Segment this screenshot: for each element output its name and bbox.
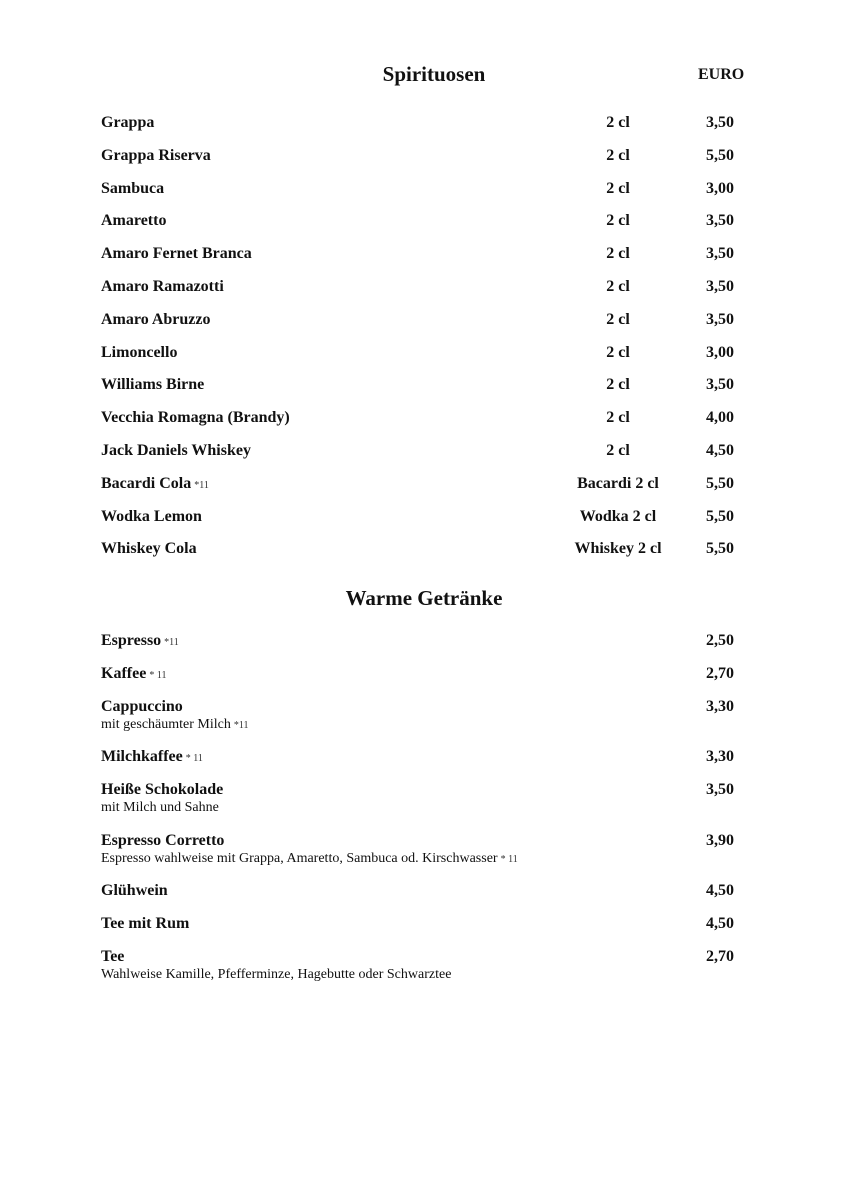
warm-drink-price: 2,70 bbox=[706, 948, 734, 965]
spirit-row bbox=[0, 278, 848, 311]
spirit-volume: 2 cl bbox=[606, 310, 630, 328]
warm-drink-name: Cappuccino bbox=[101, 697, 183, 715]
spirit-name-text: Grappa bbox=[101, 114, 155, 131]
spirit-volume: 2 cl bbox=[606, 409, 630, 427]
spirit-volume: 2 cl bbox=[606, 277, 630, 295]
spirit-name bbox=[101, 540, 197, 558]
warm-drink-row bbox=[0, 698, 848, 749]
spirit-price: 5,50 bbox=[706, 146, 734, 164]
warm-drink-row bbox=[0, 882, 848, 915]
spirit-row bbox=[0, 508, 848, 541]
warm-drink-name: Glühwein bbox=[101, 882, 168, 899]
additive-note: * 11 bbox=[500, 853, 518, 865]
spirit-name bbox=[101, 212, 166, 230]
spirit-name-text: Grappa Riserva bbox=[101, 146, 211, 164]
spirit-row bbox=[0, 376, 848, 409]
spirit-price: 3,00 bbox=[706, 343, 734, 361]
spirit-price: 3,50 bbox=[706, 376, 734, 394]
warm-drink-row bbox=[0, 832, 848, 883]
spirit-name-text: Williams Birne bbox=[101, 376, 205, 394]
spirit-row bbox=[0, 475, 848, 508]
spirit-price: 5,50 bbox=[706, 507, 734, 525]
spirit-name-text: Amaro Fernet Branca bbox=[101, 245, 252, 263]
warm-drink-name-text: Milchkaffee bbox=[101, 748, 183, 765]
warm-drink-price: 2,70 bbox=[706, 664, 734, 682]
spirit-name-text: Amaro Ramazotti bbox=[101, 277, 224, 295]
warm-drink-name-text: Kaffee bbox=[101, 664, 147, 682]
spirit-row bbox=[0, 311, 848, 344]
spirit-price: 3,00 bbox=[706, 179, 734, 197]
additive-note: * 11 bbox=[185, 753, 203, 764]
spirit-name-text: Limoncello bbox=[101, 343, 178, 361]
warm-drink-name bbox=[101, 632, 179, 650]
additive-note: *11 bbox=[164, 637, 179, 648]
spirit-name bbox=[101, 376, 204, 394]
spirit-name bbox=[101, 311, 210, 329]
spirit-name-text: Whiskey Cola bbox=[101, 540, 197, 558]
warm-drink-name bbox=[101, 748, 203, 766]
warm-drink-description-text: Espresso wahlweise mit Grappa, Amaretto, Sambuca od. Kirschwasser bbox=[101, 850, 498, 866]
warm-drinks-list bbox=[0, 632, 848, 998]
currency-label: EURO bbox=[698, 66, 745, 83]
spirit-volume: 2 cl bbox=[606, 146, 630, 164]
warm-drink-description bbox=[101, 717, 249, 733]
warm-drink-price: 4,50 bbox=[706, 915, 734, 932]
spirit-volume: 2 cl bbox=[606, 245, 630, 263]
spirit-name bbox=[101, 409, 290, 427]
warm-drink-price: 3,50 bbox=[706, 781, 734, 798]
warm-drink-price: 3,30 bbox=[706, 697, 734, 715]
warm-drink-description bbox=[101, 851, 518, 867]
additive-note: *11 bbox=[194, 479, 209, 491]
warm-drink-name: Tee bbox=[101, 948, 125, 965]
spirit-name-text: Jack Daniels Whiskey bbox=[101, 441, 251, 459]
warm-drink-description: mit Milch und Sahne bbox=[101, 800, 219, 815]
warm-drink-price: 4,50 bbox=[706, 882, 734, 899]
spirit-price: 3,50 bbox=[706, 114, 734, 131]
spirit-row bbox=[0, 540, 848, 573]
warm-drink-row bbox=[0, 748, 848, 781]
spirit-name bbox=[101, 245, 252, 263]
spirit-name bbox=[101, 475, 209, 493]
spirit-name bbox=[101, 508, 202, 526]
spirit-price: 3,50 bbox=[706, 310, 734, 328]
warm-drink-row bbox=[0, 781, 848, 832]
warm-drink-name: Heiße Schokolade bbox=[101, 781, 224, 798]
spirit-name-text: Vecchia Romagna (Brandy) bbox=[101, 409, 290, 427]
warm-drink-row bbox=[0, 915, 848, 948]
spirit-name bbox=[101, 278, 224, 296]
spirit-row bbox=[0, 180, 848, 213]
warm-drink-name bbox=[101, 665, 166, 683]
warm-drinks-section-title: Warme Getränke bbox=[345, 586, 503, 610]
spirit-name-text: Bacardi Cola bbox=[101, 474, 192, 492]
warm-drink-name-text: Espresso bbox=[101, 632, 162, 649]
spirit-price: 4,00 bbox=[706, 409, 734, 427]
additive-note: *11 bbox=[233, 719, 249, 731]
spirit-volume: 2 cl bbox=[606, 343, 630, 361]
spirit-volume: Bacardi 2 cl bbox=[577, 474, 659, 492]
warm-drink-name: Espresso Corretto bbox=[101, 831, 225, 849]
spirit-row bbox=[0, 212, 848, 245]
warm-drink-name: Tee mit Rum bbox=[101, 915, 190, 932]
spirit-price: 3,50 bbox=[706, 212, 734, 230]
warm-drink-row bbox=[0, 948, 848, 998]
warm-drink-row bbox=[0, 665, 848, 698]
warm-drink-price: 3,90 bbox=[706, 831, 734, 849]
spirit-row bbox=[0, 409, 848, 442]
spirit-volume: 2 cl bbox=[606, 376, 630, 394]
spirit-name bbox=[101, 114, 154, 132]
warm-drink-description-text: mit geschäumter Milch bbox=[101, 716, 231, 732]
spirits-section-title: Spirituosen bbox=[382, 62, 486, 86]
additive-note: * 11 bbox=[149, 669, 167, 681]
warm-drink-description: Wahlweise Kamille, Pfefferminze, Hagebutte oder Schwarztee bbox=[101, 967, 452, 982]
spirit-name-text: Amaretto bbox=[101, 212, 167, 230]
spirit-price: 3,50 bbox=[706, 277, 734, 295]
warm-drink-row bbox=[0, 632, 848, 665]
spirit-row bbox=[0, 442, 848, 475]
spirit-name bbox=[101, 147, 211, 165]
spirit-row bbox=[0, 245, 848, 278]
spirit-row bbox=[0, 147, 848, 180]
spirit-volume: Wodka 2 cl bbox=[579, 507, 657, 525]
spirit-row bbox=[0, 344, 848, 377]
warm-drink-price: 3,30 bbox=[706, 748, 734, 765]
spirit-name-text: Sambuca bbox=[101, 179, 165, 197]
spirit-volume: 2 cl bbox=[606, 212, 630, 230]
spirit-name bbox=[101, 344, 177, 362]
spirit-name-text: Wodka Lemon bbox=[101, 507, 202, 525]
spirit-price: 5,50 bbox=[706, 474, 734, 492]
spirit-price: 3,50 bbox=[706, 245, 734, 263]
spirit-volume: Whiskey 2 cl bbox=[574, 540, 662, 558]
spirit-price: 4,50 bbox=[706, 441, 734, 459]
spirit-price: 5,50 bbox=[706, 540, 734, 558]
spirit-row bbox=[0, 114, 848, 147]
spirit-volume: 2 cl bbox=[606, 441, 630, 459]
warm-drink-price: 2,50 bbox=[706, 632, 734, 649]
spirit-name bbox=[101, 442, 251, 460]
spirit-volume: 2 cl bbox=[606, 179, 630, 197]
spirits-list bbox=[0, 114, 848, 573]
spirit-volume: 2 cl bbox=[606, 114, 630, 131]
spirit-name-text: Amaro Abruzzo bbox=[101, 310, 211, 328]
spirit-name bbox=[101, 180, 164, 198]
